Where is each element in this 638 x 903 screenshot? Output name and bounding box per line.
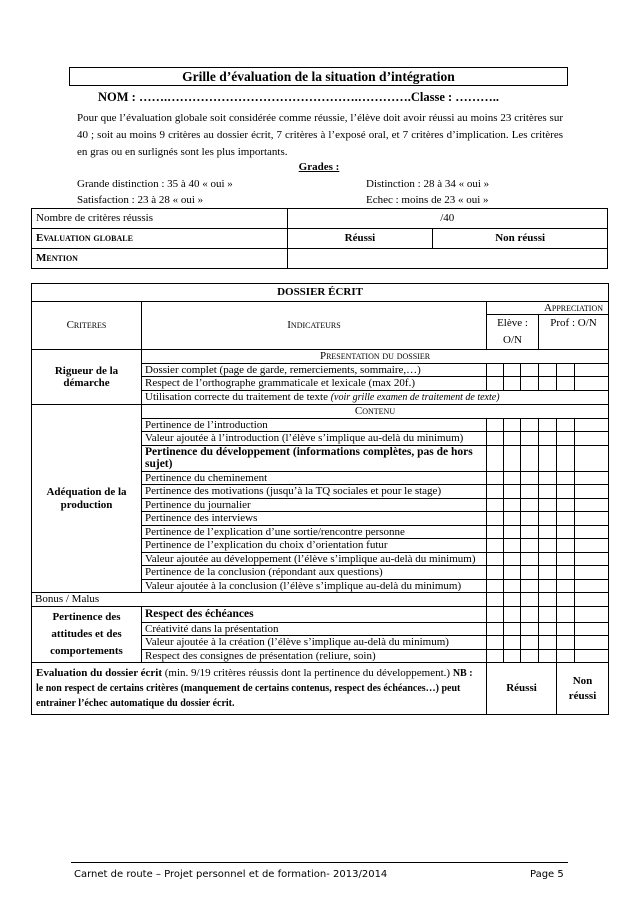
indicator-row: Pertinence de l’introduction <box>142 418 487 432</box>
check-box[interactable] <box>504 566 521 580</box>
check-box[interactable] <box>521 636 539 650</box>
check-box[interactable] <box>487 485 504 499</box>
mention-value <box>287 249 607 269</box>
evaluation-non-reussi: Non réussi <box>433 229 608 249</box>
presentation-dossier-header: Presentation du dossier <box>142 350 609 364</box>
eval-nb: NB : le non respect de certains critères (manquement de certains contenus, respect des échéances…) peut entrainer l’échec automatique du dossier écrit. <box>36 668 473 709</box>
check-box[interactable] <box>575 445 609 471</box>
eval-reussi: Réussi <box>487 663 557 715</box>
check-box[interactable] <box>521 539 539 553</box>
check-box[interactable] <box>575 636 609 650</box>
check-box[interactable] <box>557 485 575 499</box>
check-box[interactable] <box>487 579 504 593</box>
check-box[interactable] <box>575 471 609 485</box>
check-box[interactable] <box>575 363 609 377</box>
check-box[interactable] <box>504 485 521 499</box>
indicator-row: Pertinence des motivations (jusqu’à la TQ sociales et pour le stage) <box>142 485 487 499</box>
eval-text: (min. 9/19 critères réussis dont la pertinence du développement.) <box>162 667 453 679</box>
check-box[interactable] <box>557 432 575 446</box>
check-box[interactable] <box>557 552 575 566</box>
check-box[interactable] <box>557 377 575 391</box>
indicator-row-important: Respect des échéances <box>142 606 487 622</box>
check-box[interactable] <box>539 485 557 499</box>
check-box[interactable] <box>539 418 557 432</box>
indicator-row: Pertinence des interviews <box>142 512 487 526</box>
check-box[interactable] <box>504 636 521 650</box>
check-box[interactable] <box>575 418 609 432</box>
check-box[interactable] <box>521 363 539 377</box>
grade-distinction: Distinction : 28 à 34 « oui » <box>366 178 490 190</box>
prof-header: Prof : O/N <box>539 315 609 350</box>
document-title: Grille d’évaluation de la situation d’intégration <box>69 67 568 86</box>
eleve-header: Elève : O/N <box>487 315 539 350</box>
check-box[interactable] <box>539 636 557 650</box>
indicator-row: Pertinence de l’explication d’une sortie/rencontre personne <box>142 525 487 539</box>
check-box[interactable] <box>504 512 521 526</box>
check-box[interactable] <box>504 498 521 512</box>
check-box[interactable] <box>557 445 575 471</box>
eval-non-reussi: Non réussi <box>557 663 609 715</box>
check-box[interactable] <box>487 512 504 526</box>
check-box[interactable] <box>504 622 521 636</box>
check-box[interactable] <box>487 525 504 539</box>
check-box[interactable] <box>521 606 539 622</box>
dossier-ecrit-table <box>31 283 609 715</box>
check-box[interactable] <box>487 636 504 650</box>
eval-bold: Evaluation du dossier écrit <box>36 667 163 679</box>
check-box[interactable] <box>487 498 504 512</box>
check-box[interactable] <box>539 498 557 512</box>
check-box[interactable] <box>539 539 557 553</box>
check-box[interactable] <box>575 512 609 526</box>
attitudes-critere: Pertinence des attitudes et des comportements <box>32 606 142 663</box>
rigueur-critere: Rigueur de la démarche <box>32 350 142 405</box>
bonus-malus-label: Bonus / Malus <box>32 593 487 607</box>
evaluation-dossier-cell <box>32 663 487 715</box>
check-box[interactable] <box>504 606 521 622</box>
check-box[interactable] <box>575 579 609 593</box>
check-box[interactable] <box>539 512 557 526</box>
indicator-row: Pertinence de la conclusion (répondant aux questions) <box>142 566 487 580</box>
check-box[interactable] <box>521 566 539 580</box>
footer-left: Carnet de route – Projet personnel et de formation- 2013/2014 <box>74 869 388 880</box>
check-box[interactable] <box>575 649 609 663</box>
check-box[interactable] <box>575 432 609 446</box>
check-box[interactable] <box>575 552 609 566</box>
check-box[interactable] <box>504 525 521 539</box>
check-box[interactable] <box>487 649 504 663</box>
check-box[interactable] <box>521 552 539 566</box>
footer-page-number: Page 5 <box>530 869 564 880</box>
check-box[interactable] <box>539 552 557 566</box>
mention-label: Mention <box>32 249 288 269</box>
check-box[interactable] <box>487 552 504 566</box>
indicator-row: Pertinence du journalier <box>142 498 487 512</box>
indicator-row: Valeur ajoutée à la conclusion (l’élève s’implique au-delà du minimum) <box>142 579 487 593</box>
traitement-texte-note: (voir grille examen de traitement de texte) <box>330 391 500 403</box>
check-box[interactable] <box>504 579 521 593</box>
check-box[interactable] <box>557 418 575 432</box>
check-box[interactable] <box>539 593 557 607</box>
check-box[interactable] <box>539 579 557 593</box>
nombre-criteres-label: Nombre de critères réussis <box>32 209 288 229</box>
evaluation-globale-label: Evaluation globale <box>32 229 288 249</box>
check-box[interactable] <box>504 471 521 485</box>
check-box[interactable] <box>504 593 521 607</box>
check-box[interactable] <box>521 498 539 512</box>
check-box[interactable] <box>557 512 575 526</box>
dossier-ecrit-heading: DOSSIER ÉCRIT <box>32 284 609 302</box>
check-box[interactable] <box>521 432 539 446</box>
eleve-check-box[interactable] <box>487 363 504 377</box>
check-box[interactable] <box>557 649 575 663</box>
grade-echec: Echec : moins de 23 « oui » <box>366 194 489 206</box>
indicator-row: Créativité dans la présentation <box>142 622 487 636</box>
check-box[interactable] <box>539 525 557 539</box>
check-box[interactable] <box>521 471 539 485</box>
prof-check-box[interactable] <box>539 363 557 377</box>
check-box[interactable] <box>539 649 557 663</box>
check-box[interactable] <box>557 636 575 650</box>
footer-divider <box>71 862 568 863</box>
check-box[interactable] <box>521 512 539 526</box>
grade-grande-distinction: Grande distinction : 35 à 40 « oui » <box>77 178 233 190</box>
check-box[interactable] <box>557 579 575 593</box>
check-box[interactable] <box>539 622 557 636</box>
traitement-texte-text: Utilisation correcte du traitement de texte <box>145 390 328 403</box>
check-box[interactable] <box>487 606 504 622</box>
check-box[interactable] <box>557 363 575 377</box>
indicator-row: Valeur ajoutée à la création (l’élève s’implique au-delà du minimum) <box>142 636 487 650</box>
check-box[interactable] <box>487 432 504 446</box>
indicator-row: Valeur ajoutée au développement (l’élève s’implique au-delà du minimum) <box>142 552 487 566</box>
check-box[interactable] <box>557 593 575 607</box>
check-box[interactable] <box>521 485 539 499</box>
check-box[interactable] <box>521 593 539 607</box>
check-box[interactable] <box>575 485 609 499</box>
check-box[interactable] <box>487 622 504 636</box>
evaluation-reussi: Réussi <box>287 229 433 249</box>
check-box[interactable] <box>504 649 521 663</box>
indicator-row: Dossier complet (page de garde, remerciements, sommaire,…) <box>142 363 487 377</box>
check-box[interactable] <box>575 525 609 539</box>
indicator-row-important: Pertinence du développement (informations complètes, pas de hors sujet) <box>142 445 487 471</box>
check-box[interactable] <box>575 566 609 580</box>
check-box[interactable] <box>504 432 521 446</box>
check-box[interactable] <box>575 622 609 636</box>
check-box[interactable] <box>557 471 575 485</box>
adequation-critere: Adéquation de la production <box>32 405 142 593</box>
check-box[interactable] <box>539 432 557 446</box>
grades-label: Grades : <box>298 161 340 173</box>
check-box[interactable] <box>575 539 609 553</box>
indicator-row: Pertinence du cheminement <box>142 471 487 485</box>
prof-check-box[interactable] <box>539 377 557 391</box>
nom-classe-line: NOM : …….……………………………………….………….Classe : ……….. <box>98 90 500 104</box>
check-box[interactable] <box>487 566 504 580</box>
summary-table <box>31 208 608 269</box>
check-box[interactable] <box>557 539 575 553</box>
check-box[interactable] <box>504 539 521 553</box>
check-box[interactable] <box>575 606 609 622</box>
appreciation-header: Appreciation <box>487 301 609 315</box>
check-box[interactable] <box>575 377 609 391</box>
criteres-header: Criteres <box>32 301 142 350</box>
check-box[interactable] <box>487 445 504 471</box>
check-box[interactable] <box>504 552 521 566</box>
check-box[interactable] <box>575 498 609 512</box>
check-box[interactable] <box>504 377 521 391</box>
indicateurs-header: Indicateurs <box>142 301 487 350</box>
check-box[interactable] <box>557 525 575 539</box>
eleve-check-box[interactable] <box>487 377 504 391</box>
check-box[interactable] <box>504 418 521 432</box>
grade-satisfaction: Satisfaction : 23 à 28 « oui » <box>77 194 204 206</box>
check-box[interactable] <box>521 418 539 432</box>
check-box[interactable] <box>504 445 521 471</box>
indicator-row: Respect des consignes de présentation (reliure, soin) <box>142 649 487 663</box>
check-box[interactable] <box>539 471 557 485</box>
check-box[interactable] <box>557 566 575 580</box>
check-box[interactable] <box>487 418 504 432</box>
check-box[interactable] <box>521 579 539 593</box>
check-box[interactable] <box>504 363 521 377</box>
contenu-header: Contenu <box>142 405 609 419</box>
nombre-criteres-value: /40 <box>287 209 607 229</box>
check-box[interactable] <box>575 593 609 607</box>
check-box[interactable] <box>557 622 575 636</box>
check-box[interactable] <box>557 498 575 512</box>
check-box[interactable] <box>521 377 539 391</box>
check-box[interactable] <box>521 525 539 539</box>
indicator-row: Valeur ajoutée à l’introduction (l’élève s’implique au-delà du minimum) <box>142 432 487 446</box>
check-box[interactable] <box>521 622 539 636</box>
check-box[interactable] <box>539 606 557 622</box>
indicator-row: Pertinence de l’explication du choix d’orientation futur <box>142 539 487 553</box>
intro-paragraph: Pour que l’évaluation globale soit considérée comme réussie, l’élève doit avoir réussi au moins 23 critères sur 40 ; soit au moins 9 critères au dossier écrit, 7 critères à l’exposé oral, et 7 critères d’implication. Les critères en gras ou en surlignés sont les plus importants. <box>77 112 563 158</box>
check-box[interactable] <box>557 606 575 622</box>
check-box[interactable] <box>487 539 504 553</box>
check-box[interactable] <box>487 593 504 607</box>
check-box[interactable] <box>521 649 539 663</box>
indicator-row: Respect de l’orthographe grammaticale et lexicale (max 20f.) <box>142 377 487 391</box>
check-box[interactable] <box>539 566 557 580</box>
check-box[interactable] <box>521 445 539 471</box>
check-box[interactable] <box>539 445 557 471</box>
indicator-row <box>142 390 609 405</box>
check-box[interactable] <box>487 471 504 485</box>
